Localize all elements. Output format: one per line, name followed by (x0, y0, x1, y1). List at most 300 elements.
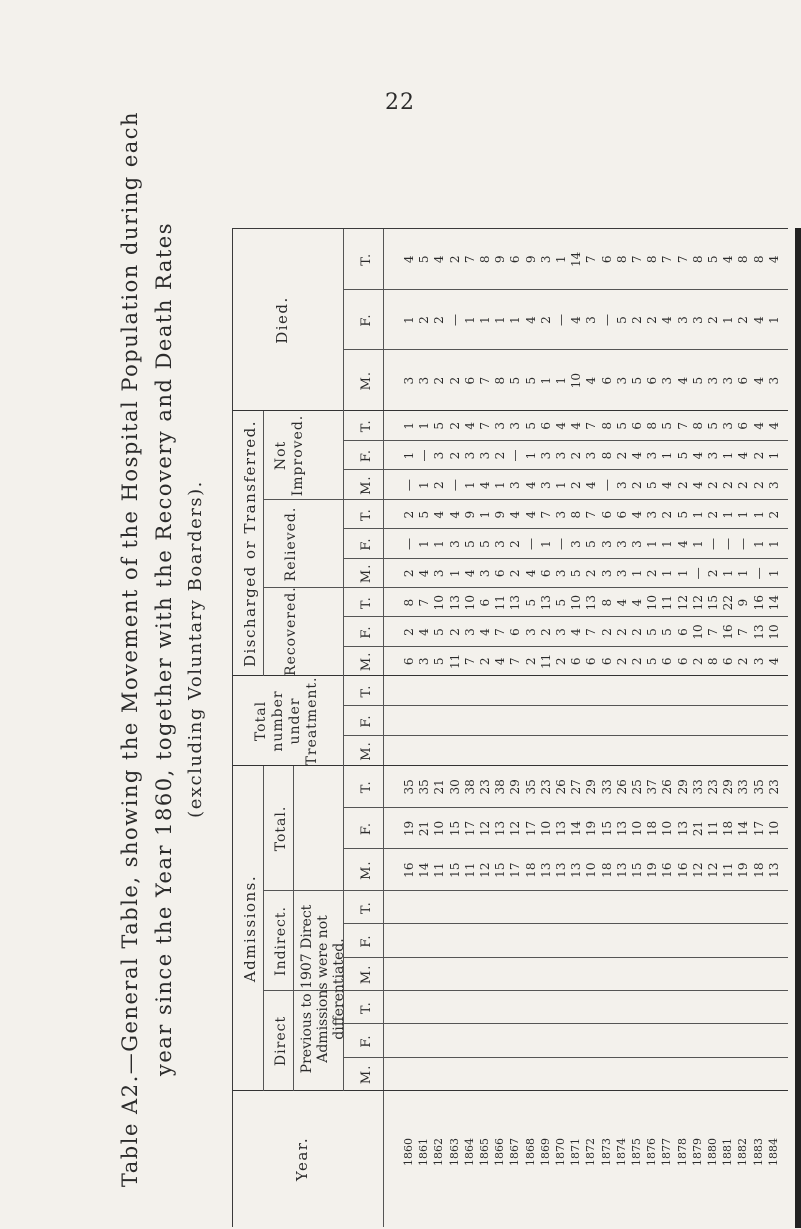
table-cell: 1 (766, 316, 781, 324)
header-recovered: Recovered. (283, 586, 299, 676)
table-cell: 1 (402, 316, 416, 324)
table-cell: 10 (584, 862, 599, 878)
table-cell: 7 (584, 628, 599, 636)
rule-treatment-end (233, 675, 788, 676)
table-cell: 13 (554, 862, 568, 878)
indirect-sub-rule (343, 891, 344, 991)
table-cell: 5 (462, 540, 477, 548)
table-cell: 16 (751, 595, 766, 611)
table-cell: 4 (569, 422, 584, 430)
table-cell: 2 (736, 657, 751, 666)
table-cell: 23 (538, 779, 553, 795)
table-cell: 10 (432, 820, 447, 837)
table-cell: 10 (766, 820, 781, 837)
table-cell: 3 (432, 569, 447, 578)
table-cell: 11 (447, 653, 462, 669)
rel-m-header: M. (359, 563, 374, 584)
table-cell: 6 (508, 255, 523, 264)
table-cell: — (554, 314, 568, 326)
year-cell: 1873 (599, 1138, 613, 1166)
table-cell: 5 (706, 422, 720, 430)
table-cell: 25 (630, 779, 644, 795)
table-cell: 6 (736, 422, 751, 430)
table-cell: 3 (478, 451, 492, 460)
rel-t-header: T. (359, 508, 374, 522)
table-cell: 4 (675, 376, 690, 385)
table-cell: 6 (538, 569, 553, 578)
table-cell: 3 (493, 422, 508, 430)
table-cell: — (599, 314, 614, 326)
ni-m-header: M. (359, 475, 374, 495)
table-cell: 3 (630, 540, 644, 548)
binding-edge (795, 228, 801, 1228)
table-cell: 6 (462, 376, 477, 385)
table-cell: 7 (584, 422, 599, 430)
table-cell: 29 (721, 779, 736, 795)
year-cell: 1863 (447, 1138, 461, 1166)
rule-admissions (263, 766, 264, 1091)
table-cell: — (554, 538, 568, 550)
caption-line-1: Table A2.—General Table, showing the Movement of the Hospital Population during each (118, 110, 142, 1188)
table-cell: 4 (478, 481, 492, 489)
table-cell: 5 (660, 422, 675, 430)
table-cell: 8 (599, 451, 614, 460)
table-cell: 30 (447, 779, 462, 795)
rec-m-header: M. (359, 651, 374, 672)
table-cell: 21 (690, 820, 705, 837)
table-cell: 9 (736, 598, 751, 607)
table-cell: 3 (614, 481, 629, 489)
table-cell: 4 (432, 255, 447, 264)
table-cell: 15 (447, 862, 462, 878)
table-cell: 14 (569, 251, 584, 267)
table-cell: 13 (675, 820, 690, 837)
table-cell: 4 (675, 540, 690, 548)
table-cell: 4 (690, 481, 705, 489)
table-cell: 2 (432, 316, 447, 324)
table-cell: 1 (721, 316, 736, 324)
table-cell: 1 (493, 481, 508, 489)
table-cell: 4 (630, 510, 644, 519)
table-cell: 3 (538, 481, 553, 489)
table-cell: 3 (721, 376, 736, 385)
caption-line-3: (excluding Voluntary Boarders). (185, 480, 206, 818)
table-cell: 35 (417, 779, 432, 795)
table-cell: 2 (706, 569, 720, 578)
table-cell: 5 (569, 569, 584, 578)
direct-sub-rule (343, 991, 344, 1091)
table-cell: 4 (584, 481, 599, 489)
table-cell: 2 (447, 255, 462, 264)
table-cell: 8 (402, 598, 416, 607)
table-cell: 6 (721, 657, 736, 666)
year-cell: 1867 (508, 1138, 522, 1166)
table-cell: 12 (478, 820, 492, 837)
table-cell: — (721, 538, 736, 550)
table-cell: 5 (660, 628, 675, 636)
table-cell: 7 (538, 510, 553, 519)
table-cell: 27 (569, 779, 584, 795)
table-cell: 8 (645, 255, 660, 264)
table-cell: 38 (493, 779, 508, 795)
table-cell: 7 (706, 628, 720, 636)
year-cell: 1871 (569, 1138, 583, 1166)
table-cell: 7 (584, 510, 599, 519)
table-cell: 4 (630, 451, 644, 460)
table-cell: 4 (462, 422, 477, 430)
table-cell: 11 (660, 595, 675, 611)
table-cell: 7 (675, 422, 690, 430)
table-cell: 17 (751, 820, 766, 837)
table-cell: 13 (614, 820, 629, 837)
table-cell: 19 (584, 820, 599, 837)
table-cell: 4 (417, 569, 432, 578)
table-cell: 1 (462, 481, 477, 489)
table-cell: 5 (706, 255, 720, 264)
table-cell: 5 (417, 255, 432, 264)
caption-line-2: year since the Year 1860, together with the Recovery and Death Rates (152, 222, 176, 1076)
table-cell: 10 (432, 595, 447, 611)
table-cell: 8 (599, 598, 614, 607)
table-cell: 3 (614, 376, 629, 385)
died-f-header: F. (359, 313, 374, 327)
table-cell: 5 (432, 628, 447, 636)
table-cell: 8 (493, 376, 508, 385)
table-cell: 5 (554, 598, 568, 607)
table-cell: 11 (432, 862, 447, 878)
table-cell: 9 (493, 255, 508, 264)
table-cell: 4 (417, 628, 432, 636)
table-cell: 1 (736, 569, 751, 578)
table-cell: 7 (417, 598, 432, 607)
table-cell: 2 (508, 540, 523, 548)
page-number: 22 (385, 90, 415, 115)
table-cell: 12 (690, 595, 705, 611)
table-cell: 1 (508, 316, 523, 324)
table-cell: 3 (751, 657, 766, 666)
table-cell: 2 (554, 657, 568, 666)
table-cell: — (402, 479, 416, 492)
table-cell: 29 (584, 779, 599, 795)
table-cell: 2 (447, 376, 462, 385)
ni-t-header: T. (359, 419, 374, 433)
table-cell: 2 (675, 481, 690, 489)
table-cell: 6 (614, 510, 629, 519)
table-cell: 5 (675, 510, 690, 519)
table-cell: 12 (690, 862, 705, 878)
adm_total-f-header: F. (359, 821, 374, 836)
year-cell: 1882 (736, 1138, 750, 1166)
table-cell: 2 (751, 481, 766, 489)
table-cell: 1 (660, 540, 675, 548)
table-caption (28, 0, 228, 1229)
table-cell: 10 (569, 373, 584, 389)
table-cell: 16 (660, 862, 675, 878)
header-died: Died. (273, 296, 291, 344)
table-cell: 13 (751, 624, 766, 640)
adm_total-t-header: T. (359, 780, 374, 794)
table-cell: 3 (554, 628, 568, 636)
table-cell: 7 (675, 255, 690, 264)
table-cell: 1 (554, 481, 568, 489)
table-cell: 18 (599, 862, 614, 878)
table-cell: 5 (417, 510, 432, 519)
ni-t-rule (343, 440, 788, 441)
table-cell: 1 (766, 569, 781, 578)
table-cell: 23 (766, 779, 781, 795)
table-cell: 23 (478, 779, 492, 795)
rec-t-rule (343, 616, 788, 617)
table-cell: 4 (584, 376, 599, 385)
table-cell: 11 (721, 862, 736, 878)
table-cell: 9 (523, 255, 538, 264)
table-cell: 14 (736, 820, 751, 837)
table-cell: 2 (614, 451, 629, 460)
table-cell: 18 (645, 820, 660, 837)
table-cell: 1 (721, 569, 736, 578)
header-admissions: Admissions. (241, 874, 259, 983)
table-cell: 13 (538, 595, 553, 611)
table-cell: 6 (630, 422, 644, 430)
table-cell: 13 (538, 862, 553, 878)
table-cell: 1 (447, 569, 462, 578)
table-cell: 4 (766, 422, 781, 430)
table-cell: 26 (614, 779, 629, 795)
table-cell: 3 (554, 510, 568, 519)
indirect-f-header: F. (359, 934, 374, 948)
table-cell: 3 (721, 422, 736, 430)
table-cell: — (690, 567, 705, 580)
table-cell: 2 (630, 657, 644, 666)
table-cell: 2 (569, 481, 584, 489)
table-cell: 18 (751, 862, 766, 878)
header-direct: Direct (273, 1015, 289, 1067)
table-cell: 7 (478, 422, 492, 430)
table-cell: 1 (538, 376, 553, 385)
died-m-header: M. (359, 370, 374, 391)
table-cell: 14 (417, 862, 432, 878)
table-cell: 17 (462, 820, 477, 837)
treat-sub-rule (343, 676, 344, 766)
table-cell: 11 (538, 653, 553, 669)
table-cell: 1 (478, 316, 492, 324)
table-cell: 13 (447, 595, 462, 611)
year-cell: 1876 (645, 1138, 659, 1166)
table-cell: 8 (478, 255, 492, 264)
table-cell: 19 (402, 820, 416, 837)
table-cell: 10 (569, 595, 584, 611)
table-cell: 7 (478, 376, 492, 385)
year-cell: 1881 (721, 1138, 735, 1166)
table-cell: 2 (538, 628, 553, 636)
table-cell: 4 (508, 510, 523, 519)
table-cell: 2 (645, 316, 660, 324)
table-cell: 13 (569, 862, 584, 878)
table-cell: 2 (478, 657, 492, 666)
table-cell: 13 (508, 595, 523, 611)
table-cell: 3 (417, 657, 432, 666)
year-cell: 1879 (690, 1138, 704, 1166)
table-cell: 7 (493, 628, 508, 636)
table-cell: 3 (690, 316, 705, 324)
table-cell: 6 (736, 376, 751, 385)
table-cell: — (706, 538, 720, 550)
table-cell: 1 (493, 316, 508, 324)
table-cell: 6 (538, 422, 553, 430)
table-cell: 6 (645, 376, 660, 385)
table-cell: 2 (614, 628, 629, 636)
table-cell: 6 (599, 255, 614, 264)
table-cell: 2 (523, 657, 538, 666)
table-cell: 5 (645, 628, 660, 636)
year-cell: 1862 (432, 1138, 446, 1166)
table-cell: 1 (417, 481, 432, 489)
table-cell: 6 (660, 657, 675, 666)
direct-note: Previous to 1907 Direct Admissions were not differentiated. (299, 904, 347, 1074)
table-cell: 3 (538, 255, 553, 264)
table-cell: 2 (569, 451, 584, 460)
table-cell: 2 (690, 657, 705, 666)
adm_total-m-header: M. (359, 860, 374, 880)
rule-discharged-end (233, 410, 788, 411)
table-cell: 37 (645, 779, 660, 795)
table-cell: 4 (523, 316, 538, 324)
table-cell: 8 (690, 255, 705, 264)
adm_total-f-rule (343, 848, 788, 849)
table-cell: 1 (402, 422, 416, 430)
table-cell: 5 (432, 657, 447, 666)
table-cell: 1 (660, 451, 675, 460)
direct-f-header: F. (359, 1034, 374, 1048)
table-cell: 4 (447, 510, 462, 519)
year-cell: 1870 (554, 1138, 567, 1166)
table-cell: 1 (736, 510, 751, 519)
rule-recovered (263, 587, 788, 588)
year-cell: 1861 (417, 1138, 431, 1166)
indirect-m-header: M. (359, 964, 374, 985)
table-cell: 12 (706, 862, 720, 878)
table-cell: 6 (675, 657, 690, 666)
rec-f-rule (343, 646, 788, 647)
table-cell: 14 (766, 595, 781, 611)
table-cell: 23 (706, 779, 720, 795)
table-cell: 2 (447, 422, 462, 430)
rec-t-header: T. (359, 596, 374, 610)
table-cell: 2 (614, 657, 629, 666)
table-cell: 1 (432, 540, 447, 548)
table-cell: 38 (462, 779, 477, 795)
table-cell: 3 (766, 481, 781, 489)
table-cell: 4 (660, 316, 675, 324)
table-cell: 6 (675, 628, 690, 636)
rotated-table (233, 229, 788, 1227)
table-cell: 2 (630, 481, 644, 489)
table-cell: 3 (645, 451, 660, 460)
table-cell: 6 (493, 569, 508, 578)
header-year: Year. (293, 1136, 311, 1182)
table-cell: 15 (493, 862, 508, 878)
table-cell: 1 (417, 540, 432, 548)
table-cell: 5 (523, 376, 538, 385)
table-cell: 14 (569, 820, 584, 837)
table-cell: 2 (630, 316, 644, 324)
died-t-rule (343, 289, 788, 290)
table-cell: 12 (478, 862, 492, 878)
died-sub-rule (343, 229, 344, 411)
table-cell: 4 (554, 422, 568, 430)
table-cell: 2 (584, 569, 599, 578)
table-cell: 3 (447, 540, 462, 548)
table-cell: 8 (706, 657, 720, 666)
table-cell: 21 (432, 779, 447, 795)
table-cell: 10 (690, 624, 705, 640)
table-cell: 3 (554, 569, 568, 578)
general-table (232, 228, 788, 1227)
table-cell: 2 (706, 316, 720, 324)
table-cell: 1 (675, 569, 690, 578)
table-cell: 13 (584, 595, 599, 611)
table-cell: 2 (508, 569, 523, 578)
table-cell: 10 (538, 820, 553, 837)
year-cell: 1869 (538, 1138, 552, 1166)
table-cell: — (523, 538, 538, 550)
table-cell: 2 (493, 451, 508, 460)
table-cell: 1 (766, 540, 781, 548)
table-cell: 1 (690, 510, 705, 519)
rec-sub-rule (343, 588, 344, 676)
table-cell: 10 (630, 820, 644, 837)
table-cell: 4 (721, 255, 736, 264)
table-cell: 2 (645, 569, 660, 578)
table-cell: 2 (721, 481, 736, 489)
table-cell: 8 (645, 422, 660, 430)
year-cell: 1860 (402, 1138, 415, 1166)
table-cell: 8 (751, 255, 766, 264)
table-cell: 12 (675, 595, 690, 611)
ni-f-rule (343, 469, 788, 470)
table-cell: 4 (569, 628, 584, 636)
table-cell: 4 (523, 569, 538, 578)
table-cell: 13 (614, 862, 629, 878)
table-cell: 2 (402, 510, 416, 519)
table-cell: 7 (660, 255, 675, 264)
year-cell: 1864 (462, 1138, 476, 1166)
table-cell: — (417, 449, 432, 462)
table-cell: 16 (402, 862, 416, 878)
table-cell: 1 (478, 510, 492, 519)
year-cell: 1874 (614, 1138, 628, 1166)
table-cell: 6 (599, 510, 614, 519)
table-cell: 4 (766, 657, 781, 666)
table-cell: 4 (751, 376, 766, 385)
table-cell: 4 (432, 510, 447, 519)
table-cell: 9 (462, 510, 477, 519)
rel-t-rule (343, 528, 788, 529)
table-cell: 5 (614, 422, 629, 430)
direct-t-rule (343, 1023, 788, 1024)
table-cell: 6 (599, 657, 614, 666)
table-cell: 35 (751, 779, 766, 795)
treat-t-header: T. (359, 684, 374, 698)
table-cell: 3 (614, 540, 629, 548)
treat-f-rule (343, 735, 788, 736)
table-cell: 4 (630, 598, 644, 607)
indirect-t-header: T. (359, 901, 374, 915)
table-cell: 22 (721, 595, 736, 611)
table-cell: 3 (569, 540, 584, 548)
year-cell: 1883 (751, 1138, 765, 1166)
table-cell: 2 (432, 376, 447, 385)
